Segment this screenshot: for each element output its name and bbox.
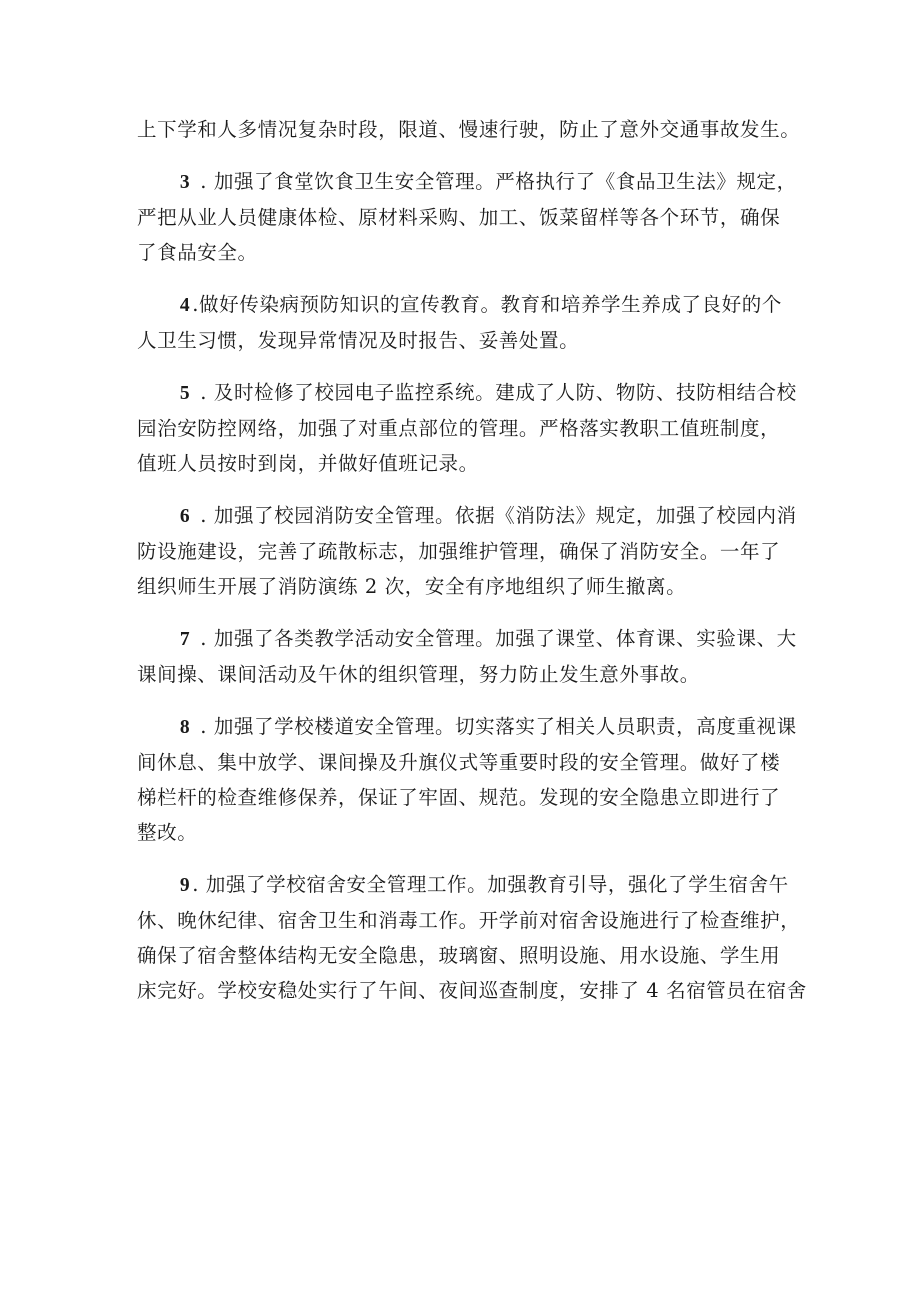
paragraph-line: 7 . 加强了各类教学活动安全管理。加强了课堂、体育课、实验课、大 <box>179 627 797 650</box>
paragraph-line: 梯栏杆的检查维修保养，保证了牢固、规范。发现的安全隐患立即进行了 <box>137 786 781 809</box>
paragraph-item-8 <box>137 709 797 850</box>
paragraph-line: 严把从业人员健康体检、原材料采购、加工、饭菜留样等各个环节，确保 <box>137 206 781 229</box>
paragraph-item-7 <box>137 621 797 692</box>
item-number: 5 <box>179 383 191 404</box>
paragraph-line: 8 . 加强了学校楼道安全管理。切实落实了相关人员职责，高度重视课 <box>179 715 797 738</box>
document-body <box>137 112 807 1025</box>
item-number: 7 <box>179 629 191 650</box>
paragraph-line: 组织师生开展了消防演练 2 次，安全有序地组织了师生撤离。 <box>137 575 687 598</box>
paragraph-line: 5 . 及时检修了校园电子监控系统。建成了人防、物防、技防相结合校 <box>179 381 797 404</box>
paragraph-line: 了食品安全。 <box>137 241 258 264</box>
item-number: 9 <box>179 875 191 896</box>
paragraph-line: 床完好。学校安稳处实行了午间、夜间巡查制度，安排了 4 名宿管员在宿舍 <box>137 979 807 1002</box>
paragraph-traffic <box>137 112 801 147</box>
paragraph-line: 9 . 加强了学校宿舍安全管理工作。加强教育引导，强化了学生宿舍午 <box>179 873 789 896</box>
paragraph-item-4 <box>137 287 797 358</box>
paragraph-line: 防设施建设，完善了疏散标志，加强维护管理，确保了消防安全。一年了 <box>137 540 781 563</box>
paragraph-line: 园治安防控网络，加强了对重点部位的管理。严格落实教职工值班制度， <box>137 417 781 440</box>
paragraph-line: 课间操、课间活动及午休的组织管理，努力防止发生意外事故。 <box>137 663 700 686</box>
paragraph-item-3 <box>137 164 797 270</box>
paragraph-line: 4 .做好传染病预防知识的宣传教育。教育和培养学生养成了良好的个 <box>179 293 782 316</box>
paragraph-line: 人卫生习惯，发现异常情况及时报告、妥善处置。 <box>137 329 580 352</box>
paragraph-line: 间休息、集中放学、课间操及升旗仪式等重要时段的安全管理。做好了楼 <box>137 751 781 774</box>
item-number: 3 <box>179 172 191 193</box>
paragraph-line: 休、晚休纪律、宿舍卫生和消毒工作。开学前对宿舍设施进行了检查维护， <box>137 909 801 932</box>
item-number: 6 <box>179 506 191 527</box>
paragraph-item-5 <box>137 375 797 481</box>
paragraph-line: 上下学和人多情况复杂时段，限道、慢速行驶，防止了意外交通事故发生。 <box>137 118 801 141</box>
paragraph-item-9 <box>137 867 807 1008</box>
paragraph-line: 6 . 加强了校园消防安全管理。依据《消防法》规定，加强了校园内消 <box>179 504 797 527</box>
item-number: 8 <box>179 717 191 738</box>
item-number: 4 <box>179 295 191 316</box>
paragraph-item-6 <box>137 498 797 604</box>
paragraph-line: 值班人员按时到岗，并做好值班记录。 <box>137 452 479 475</box>
paragraph-line: 整改。 <box>137 821 198 844</box>
paragraph-line: 3 . 加强了食堂饮食卫生安全管理。严格执行了《食品卫生法》规定， <box>179 170 797 193</box>
paragraph-line: 确保了宿舍整体结构无安全隐患，玻璃窗、照明设施、用水设施、学生用 <box>137 944 781 967</box>
